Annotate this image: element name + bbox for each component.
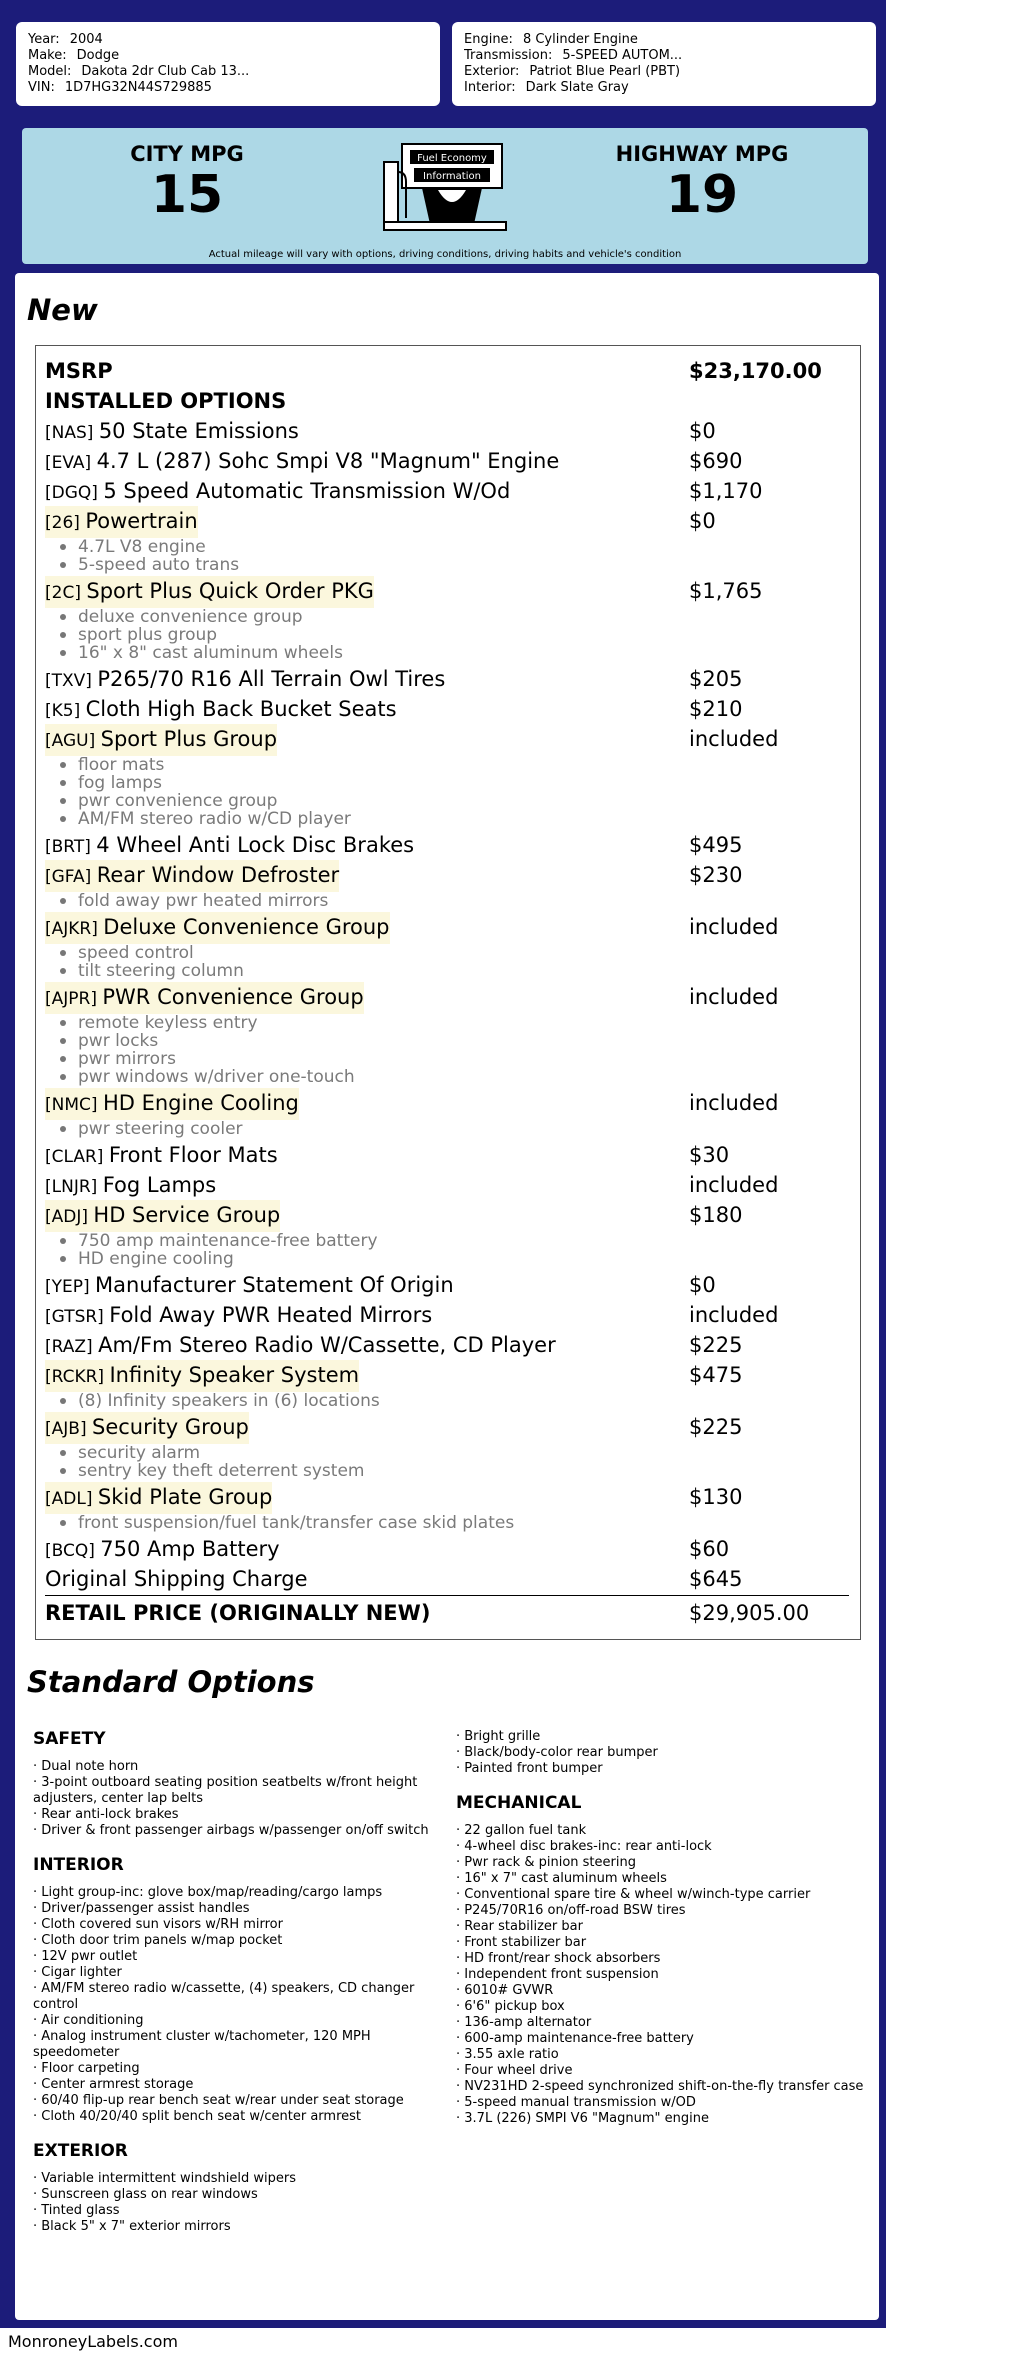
option-price: $180 [689,1203,743,1227]
option-price: $0 [689,509,716,533]
option-code: [EVA] [45,453,97,473]
option-code: [K5] [45,701,86,721]
standard-item: · 6'6" pickup box [456,1999,565,2014]
standard-item: · Rear stabilizer bar [456,1919,583,1934]
total-divider [45,1595,849,1596]
standard-item: · 60/40 flip-up rear bench seat w/rear under seat storage [33,2093,404,2108]
option-price: $210 [689,697,743,721]
option-detail-text: fold away pwr heated mirrors [78,891,329,911]
option-detail-text: floor mats [78,755,165,775]
option-detail-text: deluxe convenience group [78,607,303,627]
option-code: [AJKR] [45,919,104,939]
option-price: $475 [689,1363,743,1387]
standard-item: · Front stabilizer bar [456,1935,587,1950]
option-row [45,860,849,890]
option-price: $30 [689,1143,730,1167]
bullet-icon [60,1520,66,1526]
option-description [45,1412,249,1444]
standard-left-column [33,1713,433,2235]
vehicle-interior: Interior: Dark Slate Gray [464,80,629,95]
option-code: [AJPR] [45,989,103,1009]
option-row [45,1170,849,1200]
option-code: [AJB] [45,1419,92,1439]
option-detail [60,608,760,626]
option-code: [NAS] [45,423,99,443]
shipping-row [45,1564,849,1594]
msrp-value: $23,170.00 [689,359,822,383]
option-row [45,1412,849,1442]
vehicle-make: Make: Dodge [28,48,120,63]
standard-section-heading: EXTERIOR [33,2141,128,2161]
option-detail-text: pwr mirrors [78,1049,176,1069]
option-description [45,576,374,608]
option-detail [60,892,760,910]
option-row [45,1360,849,1390]
standard-section-heading: INTERIOR [33,1855,124,1875]
option-name: Rear Window Defroster [96,863,340,887]
highway-mpg: HIGHWAY MPG 19 [615,142,789,225]
option-code: [BCQ] [45,1541,101,1561]
option-row [45,1270,849,1300]
standard-item: · Bright grille [456,1729,541,1744]
bullet-icon [60,1398,66,1404]
city-mpg: CITY MPG 15 [130,142,244,225]
option-row [45,830,849,860]
bullet-icon [60,632,66,638]
bullet-icon [60,650,66,656]
standard-item: · Air conditioning [33,2013,144,2028]
option-code: [GFA] [45,867,97,887]
option-price: included [689,727,779,751]
option-detail [60,756,760,774]
option-row [45,416,849,446]
option-price: included [689,1091,779,1115]
bullet-icon [60,950,66,956]
option-code: [BRT] [45,837,97,857]
msrp-row [45,356,849,386]
option-price: $1,765 [689,579,763,603]
bullet-icon [60,1468,66,1474]
standard-item: · Floor carpeting [33,2061,140,2076]
price-box [35,345,861,1640]
option-price: $225 [689,1415,743,1439]
option-description [45,1534,280,1566]
bullet-icon [60,1256,66,1262]
option-row [45,1482,849,1512]
option-row [45,1330,849,1360]
option-description [45,1088,299,1120]
standard-item: · P245/70R16 on/off-road BSW tires [456,1903,686,1918]
option-price: $0 [689,1273,716,1297]
vehicle-exterior: Exterior: Patriot Blue Pearl (PBT) [464,64,681,79]
option-description [45,1270,454,1302]
option-description [45,860,339,892]
option-price: included [689,985,779,1009]
option-detail-text: 4.7L V8 engine [78,537,206,557]
option-row [45,694,849,724]
option-description [45,1330,556,1362]
msrp-label: MSRP [45,359,113,383]
option-name: Am/Fm Stereo Radio W/Cassette, CD Player [98,1333,556,1357]
option-detail-text: front suspension/fuel tank/transfer case skid plates [78,1513,515,1533]
option-code: [RCKR] [45,1367,110,1387]
bullet-icon [60,562,66,568]
option-price: $0 [689,419,716,443]
bullet-icon [60,1020,66,1026]
standard-item: · Dual note horn [33,1759,139,1774]
standard-item: · Driver & front passenger airbags w/passenger on/off switch [33,1823,429,1838]
option-row [45,506,849,536]
option-description [45,416,299,448]
option-name: 4.7 L (287) Sohc Smpi V8 "Magnum" Engine [96,449,560,473]
option-detail [60,626,760,644]
option-row [45,724,849,754]
option-row [45,1200,849,1230]
option-price: $230 [689,863,743,887]
option-detail [60,1032,760,1050]
option-detail-text: pwr windows w/driver one-touch [78,1067,355,1087]
standard-item: · Analog instrument cluster w/tachometer, 120 MPH speedometer [33,2029,371,2060]
option-detail-text: sport plus group [78,625,218,645]
bullet-icon [60,614,66,620]
bullet-icon [60,1450,66,1456]
option-name: 4 Wheel Anti Lock Disc Brakes [96,833,415,857]
standard-item: · Black/body-color rear bumper [456,1745,658,1760]
standard-item: · Rear anti-lock brakes [33,1807,179,1822]
option-price: $205 [689,667,743,691]
option-detail-text: pwr locks [78,1031,159,1051]
installed-options-heading: INSTALLED OPTIONS [45,389,287,413]
option-name: Security Group [91,1415,249,1439]
option-row [45,1534,849,1564]
option-detail [60,774,760,792]
option-name: Sport Plus Group [100,727,278,751]
shipping-value: $645 [689,1567,743,1591]
option-price: $495 [689,833,743,857]
option-price: $1,170 [689,479,763,503]
option-description [45,694,397,726]
standard-item: · 3.55 axle ratio [456,2047,559,2062]
option-name: Fold Away PWR Heated Mirrors [109,1303,433,1327]
option-row [45,1088,849,1118]
logo-line1: Fuel Economy [417,153,487,164]
option-description [45,1300,432,1332]
logo-line2: Information [423,171,481,182]
option-row [45,476,849,506]
shipping-label: Original Shipping Charge [45,1567,308,1591]
bullet-icon [60,762,66,768]
option-name: Manufacturer Statement Of Origin [95,1273,454,1297]
standard-item: · NV231HD 2-speed synchronized shift-on-the-fly transfer case [456,2079,864,2094]
option-detail [60,1120,760,1138]
standard-item: · Pwr rack & pinion steering [456,1855,636,1870]
mileage-note: Actual mileage will vary with options, driving conditions, driving habits and vehicle's condition [208,249,682,260]
option-detail [60,1462,760,1480]
option-detail-text: (8) Infinity speakers in (6) locations [78,1391,380,1411]
vehicle-model: Model: Dakota 2dr Club Cab 13... [28,64,250,79]
bullet-icon [60,1074,66,1080]
option-detail-text: fog lamps [78,773,162,793]
standard-item: · Independent front suspension [456,1967,659,1982]
option-description [45,1140,278,1172]
option-name: Powertrain [85,509,198,533]
standard-item: · Sunscreen glass on rear windows [33,2187,258,2202]
standard-item: · 136-amp alternator [456,2015,592,2030]
option-price: $60 [689,1537,730,1561]
standard-item: · 3.7L (226) SMPI V6 "Magnum" engine [456,2111,709,2126]
option-price: included [689,1303,779,1327]
option-name: Fog Lamps [102,1173,217,1197]
standard-item: · 6010# GVWR [456,1983,554,1998]
standard-item: · 600-amp maintenance-free battery [456,2031,694,2046]
option-name: Sport Plus Quick Order PKG [86,579,374,603]
option-code: [2C] [45,583,87,603]
fuel-economy-panel [22,128,868,264]
option-code: [26] [45,513,86,533]
standard-item: · Center armrest storage [33,2077,194,2092]
option-description [45,724,277,756]
option-code: [DGQ] [45,483,104,503]
bullet-icon [60,1126,66,1132]
option-code: [CLAR] [45,1147,109,1167]
option-description [45,446,559,478]
option-detail [60,1232,760,1250]
option-detail [60,1514,760,1532]
standard-right-column [456,1729,876,2127]
option-detail [60,944,760,962]
vehicle-transmission: Transmission: 5-SPEED AUTOM... [464,48,683,63]
option-detail-text: 16" x 8" cast aluminum wheels [78,643,343,663]
standard-item: · HD front/rear shock absorbers [456,1951,661,1966]
standard-options-title: Standard Options [27,1665,315,1699]
standard-item: · Cloth covered sun visors w/RH mirror [33,1917,283,1932]
option-name: Infinity Speaker System [109,1363,360,1387]
option-detail [60,1068,760,1086]
bullet-icon [60,780,66,786]
option-detail-text: pwr steering cooler [78,1119,243,1139]
option-detail [60,962,760,980]
option-name: HD Service Group [93,1203,281,1227]
option-row [45,664,849,694]
bullet-icon [60,898,66,904]
option-code: [YEP] [45,1277,96,1297]
option-price: $225 [689,1333,743,1357]
standard-item: · Driver/passenger assist handles [33,1901,250,1916]
option-code: [LNJR] [45,1177,103,1197]
option-name: HD Engine Cooling [102,1091,299,1115]
standard-item: · AM/FM stereo radio w/cassette, (4) speakers, CD changer control [33,1981,415,2012]
option-detail [60,556,760,574]
option-detail [60,1050,760,1068]
option-name: Cloth High Back Bucket Seats [85,697,397,721]
option-description [45,1170,216,1202]
standard-item: · Painted front bumper [456,1761,603,1776]
option-row [45,446,849,476]
option-description [45,1200,280,1232]
option-detail-text: remote keyless entry [78,1013,258,1033]
option-price: included [689,1173,779,1197]
standard-item: · 3-point outboard seating position seatbelts w/front height adjusters, center lap belts [33,1775,418,1806]
condition-title: New [27,293,98,327]
option-name: 50 State Emissions [98,419,299,443]
option-description [45,1482,272,1514]
standard-item: · Tinted glass [33,2203,120,2218]
option-detail [60,538,760,556]
option-code: [ADL] [45,1489,98,1509]
bullet-icon [60,968,66,974]
option-detail-text: 5-speed auto trans [78,555,240,575]
option-row [45,982,849,1012]
option-code: [ADJ] [45,1207,94,1227]
standard-section-heading: MECHANICAL [456,1793,582,1813]
standard-item: · 5-speed manual transmission w/OD [456,2095,696,2110]
standard-item: · 12V pwr outlet [33,1949,138,1964]
bullet-icon [60,544,66,550]
bullet-icon [60,1056,66,1062]
option-name: Front Floor Mats [108,1143,278,1167]
option-detail [60,810,760,828]
bullet-icon [60,1038,66,1044]
option-code: [TXV] [45,671,98,691]
vehicle-vin: VIN: 1D7HG32N44S729885 [28,80,212,95]
option-code: [RAZ] [45,1337,99,1357]
standard-item: · 4-wheel disc brakes-inc: rear anti-lock [456,1839,712,1854]
retail-price-row [45,1598,849,1628]
option-price: included [689,915,779,939]
option-detail [60,1250,760,1268]
option-name: Deluxe Convenience Group [103,915,390,939]
option-detail-text: tilt steering column [78,961,244,981]
option-code: [GTSR] [45,1307,110,1327]
standard-item: · Light group-inc: glove box/map/reading/cargo lamps [33,1885,383,1900]
sticker-panel [15,273,879,2320]
option-row [45,912,849,942]
standard-item: · Cloth door trim panels w/map pocket [33,1933,283,1948]
fuel-pump-icon [382,142,507,234]
option-description [45,912,390,944]
standard-item: · Cloth 40/20/40 split bench seat w/center armrest [33,2109,361,2124]
option-detail [60,1444,760,1462]
vehicle-engine: Engine: 8 Cylinder Engine [464,32,638,47]
option-row [45,576,849,606]
option-description [45,506,198,538]
option-detail [60,1014,760,1032]
option-name: 750 Amp Battery [100,1537,280,1561]
option-detail [60,1392,760,1410]
bullet-icon [60,1238,66,1244]
vehicle-info-left [16,22,440,106]
standard-item: · 16" x 7" cast aluminum wheels [456,1871,667,1886]
option-description [45,830,414,862]
option-detail-text: HD engine cooling [78,1249,234,1269]
option-detail-text: 750 amp maintenance-free battery [78,1231,378,1251]
option-detail [60,644,760,662]
standard-section-heading: SAFETY [33,1729,106,1749]
option-row [45,1300,849,1330]
option-name: PWR Convenience Group [102,985,364,1009]
option-row [45,1140,849,1170]
option-price: $690 [689,449,743,473]
option-description [45,1360,359,1392]
option-detail-text: AM/FM stereo radio w/CD player [78,809,351,829]
retail-value: $29,905.00 [689,1601,810,1625]
option-detail-text: speed control [78,943,194,963]
option-detail-text: security alarm [78,1443,201,1463]
footer-site: MonroneyLabels.com [8,2332,178,2351]
standard-item: · Four wheel drive [456,2063,573,2078]
standard-item: · 22 gallon fuel tank [456,1823,587,1838]
bullet-icon [60,798,66,804]
option-name: P265/70 R16 All Terrain Owl Tires [97,667,446,691]
bullet-icon [60,816,66,822]
option-detail-text: pwr convenience group [78,791,278,811]
option-description [45,664,445,696]
option-code: [AGU] [45,731,101,751]
vehicle-year: Year: 2004 [28,32,103,47]
option-detail-text: sentry key theft deterrent system [78,1461,365,1481]
option-detail [60,792,760,810]
vehicle-info-right [452,22,876,106]
standard-item: · Conventional spare tire & wheel w/winch-type carrier [456,1887,811,1902]
option-code: [NMC] [45,1095,103,1115]
option-name: Skid Plate Group [97,1485,273,1509]
option-price: $130 [689,1485,743,1509]
option-name: 5 Speed Automatic Transmission W/Od [103,479,511,503]
option-description [45,982,364,1014]
standard-item: · Variable intermittent windshield wipers [33,2171,296,2186]
standard-item: · Cigar lighter [33,1965,122,1980]
standard-item: · Black 5" x 7" exterior mirrors [33,2219,231,2234]
option-description [45,476,510,508]
retail-label: RETAIL PRICE (ORIGINALLY NEW) [45,1601,431,1625]
